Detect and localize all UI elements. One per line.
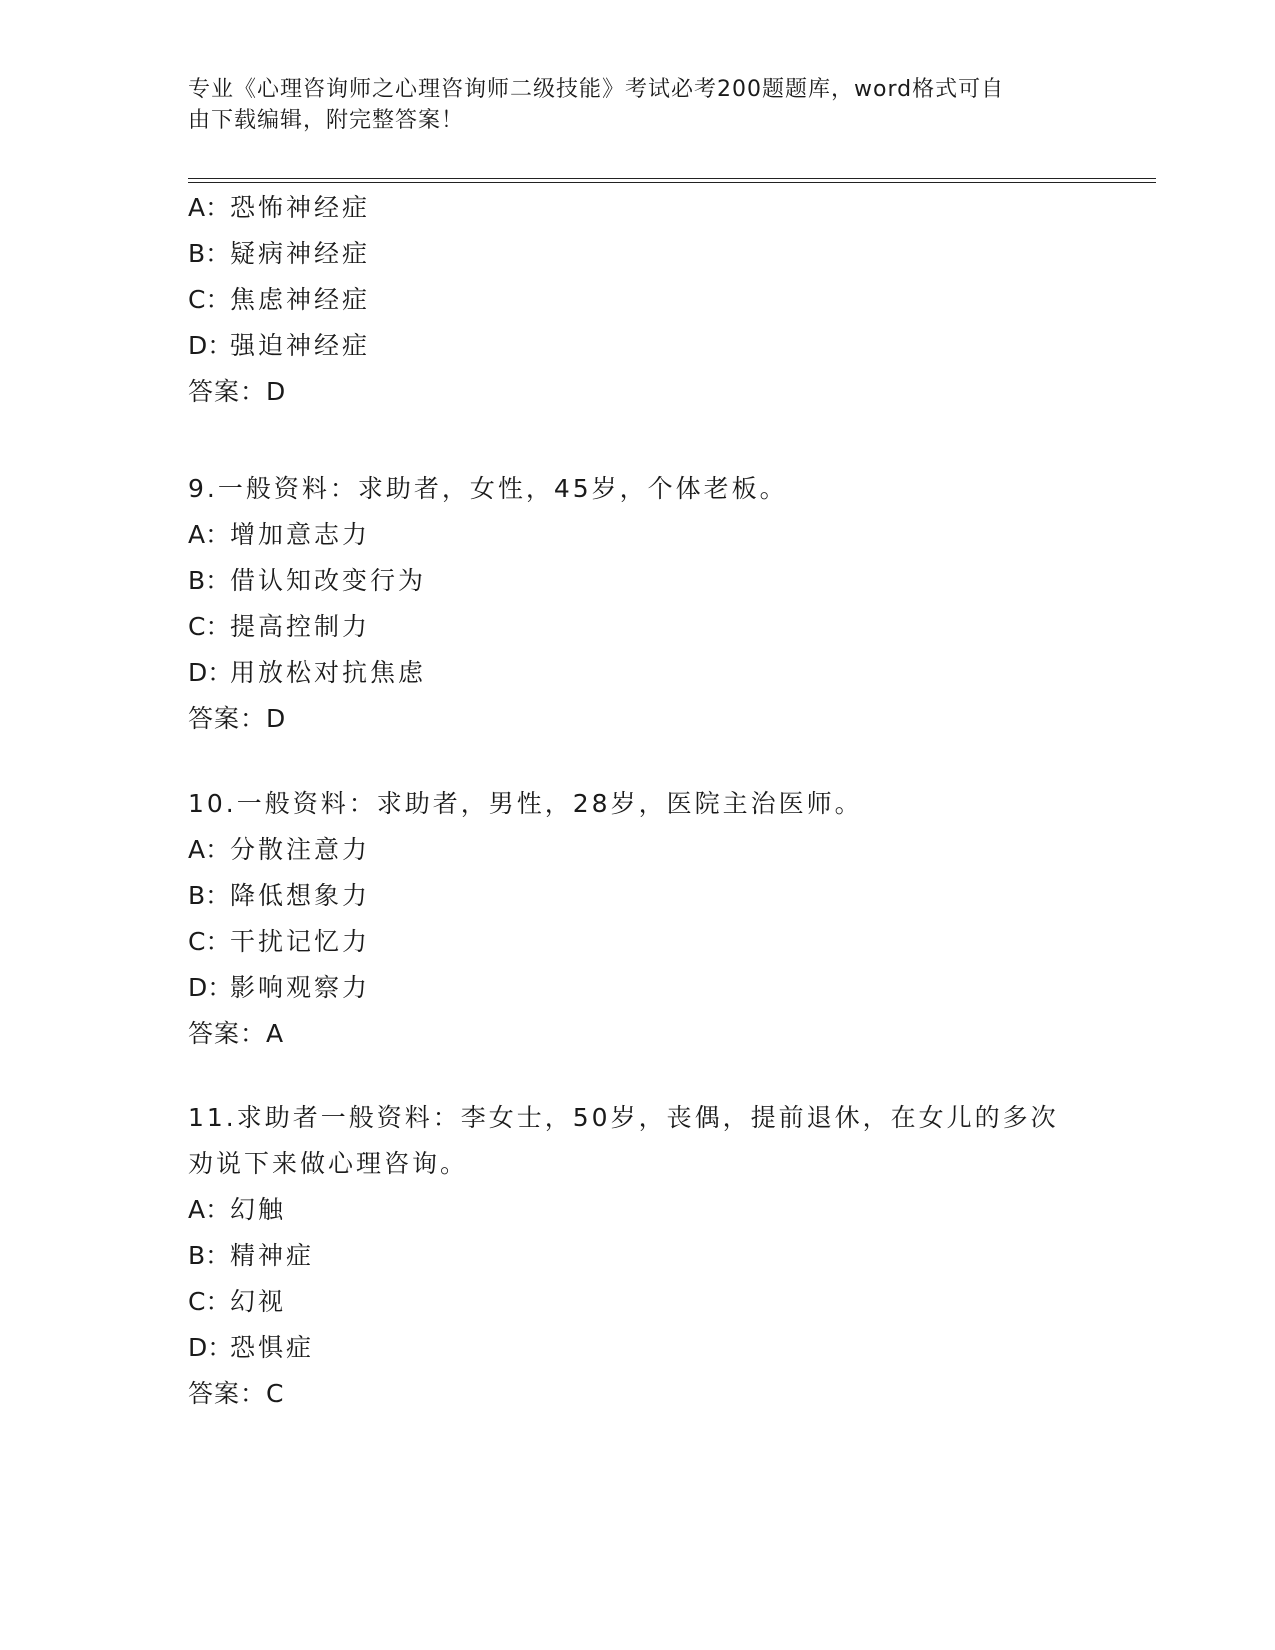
- option-d: D：强迫神经症: [188, 331, 371, 360]
- option-c: C：提高控制力: [188, 612, 371, 641]
- option-d: D：恐惧症: [188, 1333, 315, 1362]
- question-8: [188, 185, 1088, 415]
- option-b: B：借认知改变行为: [188, 566, 427, 595]
- answer: 答案：A: [188, 1019, 285, 1048]
- option-b: B：降低想象力: [188, 881, 371, 910]
- answer: 答案：D: [188, 377, 287, 406]
- answer: 答案：C: [188, 1379, 285, 1408]
- option-a: A：恐怖神经症: [188, 193, 371, 222]
- option-a: A：分散注意力: [188, 835, 371, 864]
- header-line-2: 由下载编辑，附完整答案！: [188, 108, 465, 133]
- option-c: C：焦虑神经症: [188, 285, 371, 314]
- question-9: [188, 466, 1088, 742]
- question-stem: 9.一般资料：求助者，女性，45岁，个体老板。: [188, 474, 788, 503]
- answer: 答案：D: [188, 704, 287, 733]
- document-header: [188, 74, 1068, 136]
- header-divider-bottom: [188, 182, 1156, 183]
- option-d: D：影响观察力: [188, 973, 371, 1002]
- question-10: [188, 781, 1088, 1057]
- question-stem-line-2: 劝说下来做心理咨询。: [188, 1149, 469, 1178]
- option-c: C：幻视: [188, 1287, 287, 1316]
- header-line-1: 专业《心理咨询师之心理咨询师二级技能》考试必考200题题库，word格式可自: [188, 77, 1005, 102]
- option-a: A：幻触: [188, 1195, 287, 1224]
- question-11: [188, 1095, 1088, 1417]
- option-d: D：用放松对抗焦虑: [188, 658, 427, 687]
- option-c: C：干扰记忆力: [188, 927, 371, 956]
- question-stem: 10.一般资料：求助者，男性，28岁，医院主治医师。: [188, 789, 863, 818]
- header-divider-top: [188, 178, 1156, 179]
- option-a: A：增加意志力: [188, 520, 371, 549]
- option-b: B：精神症: [188, 1241, 315, 1270]
- option-b: B：疑病神经症: [188, 239, 371, 268]
- question-stem-line-1: 11.求助者一般资料：李女士，50岁，丧偶，提前退休，在女儿的多次: [188, 1103, 1059, 1132]
